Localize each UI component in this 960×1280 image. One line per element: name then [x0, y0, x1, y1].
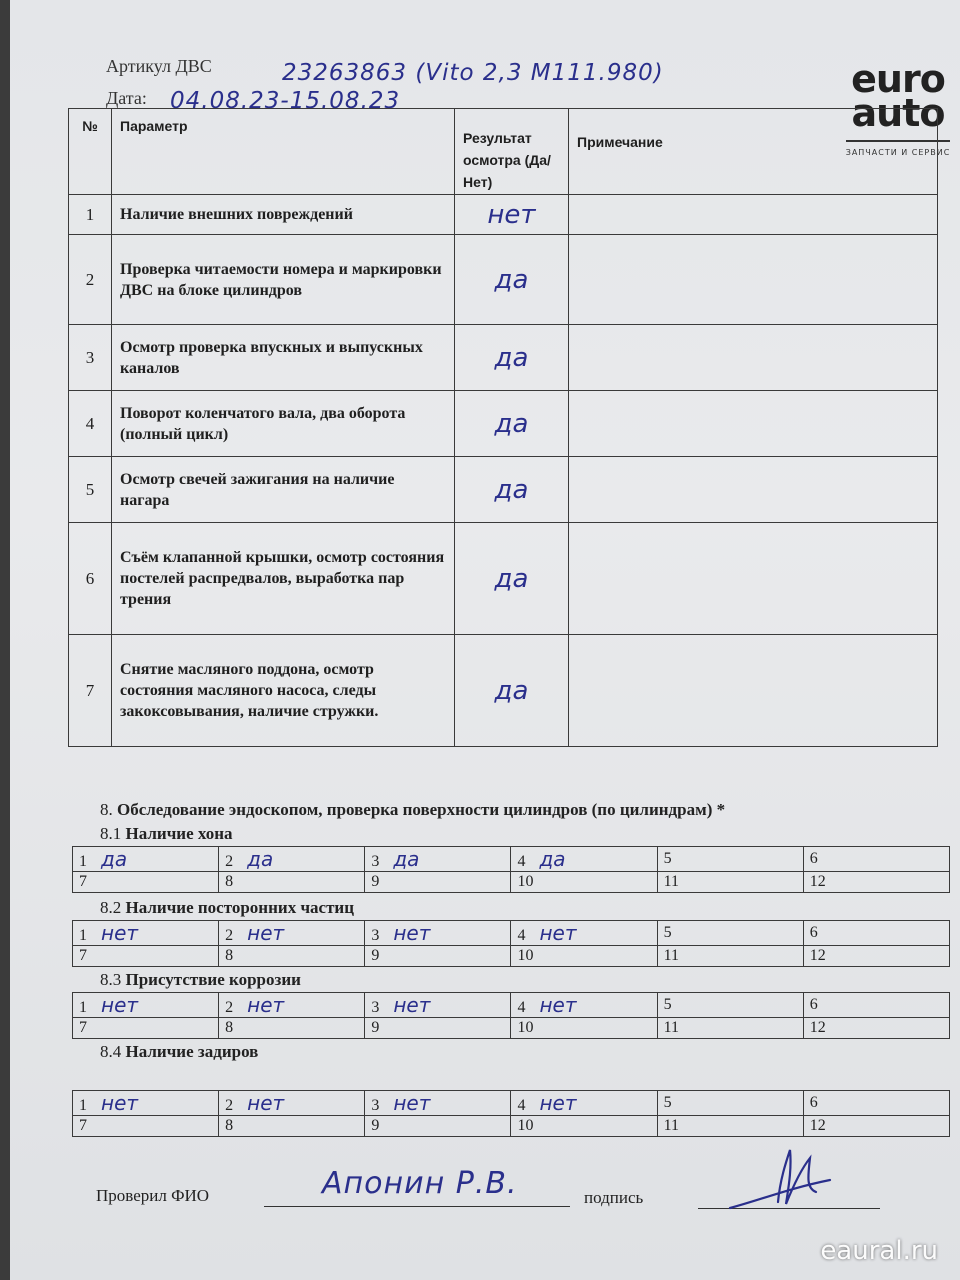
cylinder-table-hone [72, 846, 950, 893]
cylinder-cell: 4 нет [511, 921, 657, 946]
cylinder-cell: 4 нет [511, 1091, 657, 1116]
cylinder-cell: 12 [803, 1116, 949, 1137]
date-label: Дата: [106, 88, 147, 108]
cylinder-cell: 7 [73, 1116, 219, 1137]
row-note [569, 391, 938, 457]
article-label: Артикул ДВС [106, 56, 212, 76]
table-row [69, 391, 938, 457]
checked-by-label: Проверил ФИО [96, 1186, 210, 1205]
row-result: нет [487, 199, 536, 230]
row-result: да [494, 675, 529, 706]
cylinder-cell: 2 нет [219, 1091, 365, 1116]
cylinder-cell: 8 [219, 1116, 365, 1137]
row-no: 2 [69, 235, 112, 325]
cylinder-cell: 9 [365, 946, 511, 967]
table-row [69, 195, 938, 235]
cylinder-cell: 5 [657, 847, 803, 872]
subsection-text: Наличие посторонних частиц [125, 898, 355, 917]
cylinder-table-particles [72, 920, 950, 967]
watermark: eaural.ru [820, 1236, 938, 1266]
header-note: Примечание [569, 109, 938, 195]
row-result: да [494, 474, 529, 505]
subsection-number: 8.1 [100, 824, 122, 843]
cylinder-cell: 4 нет [511, 993, 657, 1018]
checked-by-value: Апонин Р.В. [322, 1166, 518, 1201]
cylinder-cell: 8 [219, 946, 365, 967]
cylinder-cell: 6 [803, 847, 949, 872]
subsection-title [100, 970, 301, 990]
table-row [69, 325, 938, 391]
cylinder-cell: 1 нет [73, 921, 219, 946]
section8-number: 8. [100, 800, 113, 819]
subsection-text: Наличие хона [125, 824, 233, 843]
date-value: 04.08.23-15.08.23 [170, 88, 401, 114]
subsection-title [100, 824, 233, 844]
cylinder-cell: 1 нет [73, 993, 219, 1018]
cylinder-cell: 5 [657, 921, 803, 946]
row-result: да [494, 563, 529, 594]
cylinder-cell: 10 [511, 872, 657, 893]
subsection-title [100, 1042, 258, 1062]
cylinder-cell: 8 [219, 872, 365, 893]
inspection-table [68, 108, 938, 747]
cylinder-cell: 2 да [219, 847, 365, 872]
cylinder-cell: 6 [803, 1091, 949, 1116]
form-sheet [10, 0, 960, 1280]
row-param: Съём клапанной крышки, осмотр состояния постелей распредвалов, выработка пар трения [112, 523, 455, 635]
cylinder-cell: 11 [657, 1018, 803, 1039]
header-no: № [69, 109, 112, 195]
cylinder-cell: 9 [365, 872, 511, 893]
cylinder-table-scuffing [72, 1090, 950, 1137]
subsection-title [100, 898, 354, 918]
cylinder-cell: 8 [219, 1018, 365, 1039]
logo-line2: auto [851, 91, 945, 135]
cylinder-cell: 12 [803, 946, 949, 967]
table-row [69, 635, 938, 747]
section8-title [100, 800, 725, 820]
cylinder-cell: 4 да [511, 847, 657, 872]
row-param: Осмотр проверка впускных и выпускных каналов [112, 325, 455, 391]
cylinder-cell: 12 [803, 1018, 949, 1039]
subsection-number: 8.2 [100, 898, 122, 917]
cylinder-cell: 10 [511, 946, 657, 967]
subsection-number: 8.3 [100, 970, 122, 989]
cylinder-cell: 10 [511, 1116, 657, 1137]
row-result: да [494, 408, 529, 439]
cylinder-cell: 3 да [365, 847, 511, 872]
row-param: Наличие внешних повреждений [112, 195, 455, 235]
cylinder-cell: 6 [803, 921, 949, 946]
row-param: Проверка читаемости номера и маркировки ДВС на блоке цилиндров [112, 235, 455, 325]
cylinder-cell: 1 да [73, 847, 219, 872]
cylinder-cell: 11 [657, 1116, 803, 1137]
cylinder-cell: 7 [73, 1018, 219, 1039]
row-note [569, 235, 938, 325]
cylinder-cell: 5 [657, 993, 803, 1018]
cylinder-table-corrosion [72, 992, 950, 1039]
cylinder-cell: 3 нет [365, 993, 511, 1018]
table-header-row [69, 109, 938, 195]
table-row [69, 523, 938, 635]
article-value: 23263863 (Vito 2,3 M111.980) [282, 60, 664, 86]
row-no: 1 [69, 195, 112, 235]
row-result: да [494, 342, 529, 373]
row-no: 6 [69, 523, 112, 635]
cylinder-cell: 10 [511, 1018, 657, 1039]
header-result: Результат осмотра (Да/Нет) [455, 109, 569, 195]
logo-tagline: ЗАПЧАСТИ И СЕРВИС [845, 148, 951, 157]
cylinder-cell: 11 [657, 946, 803, 967]
subsection-number: 8.4 [100, 1042, 122, 1061]
cylinder-cell: 11 [657, 872, 803, 893]
cylinder-cell: 3 нет [365, 921, 511, 946]
row-no: 5 [69, 457, 112, 523]
cylinder-cell: 2 нет [219, 993, 365, 1018]
section8-text: Обследование эндоскопом, проверка поверхности цилиндров (по цилиндрам) * [117, 800, 726, 819]
cylinder-cell: 1 нет [73, 1091, 219, 1116]
row-no: 4 [69, 391, 112, 457]
cylinder-cell: 12 [803, 872, 949, 893]
header-param: Параметр [112, 109, 455, 195]
row-param: Осмотр свечей зажигания на наличие нагара [112, 457, 455, 523]
cylinder-cell: 5 [657, 1091, 803, 1116]
fio-line [264, 1206, 570, 1207]
row-result: да [494, 264, 529, 295]
row-param: Снятие масляного поддона, осмотр состояния масляного насоса, следы закоксовывания, наличие стружки. [112, 635, 455, 747]
cylinder-cell: 7 [73, 946, 219, 967]
cylinder-cell: 3 нет [365, 1091, 511, 1116]
cylinder-cell: 2 нет [219, 921, 365, 946]
row-param: Поворот коленчатого вала, два оборота (полный цикл) [112, 391, 455, 457]
row-note [569, 325, 938, 391]
cylinder-cell: 9 [365, 1018, 511, 1039]
signature-mark [720, 1140, 850, 1220]
row-no: 7 [69, 635, 112, 747]
signature-label: подпись [584, 1188, 644, 1207]
row-note [569, 195, 938, 235]
cylinder-cell: 9 [365, 1116, 511, 1137]
subsection-text: Присутствие коррозии [125, 970, 301, 989]
logo-line1: euro [851, 57, 945, 101]
cylinder-cell: 6 [803, 993, 949, 1018]
row-note [569, 457, 938, 523]
table-row [69, 457, 938, 523]
row-note [569, 635, 938, 747]
cylinder-cell: 7 [73, 872, 219, 893]
table-row [69, 235, 938, 325]
subsection-text: Наличие задиров [125, 1042, 259, 1061]
row-no: 3 [69, 325, 112, 391]
row-note [569, 523, 938, 635]
